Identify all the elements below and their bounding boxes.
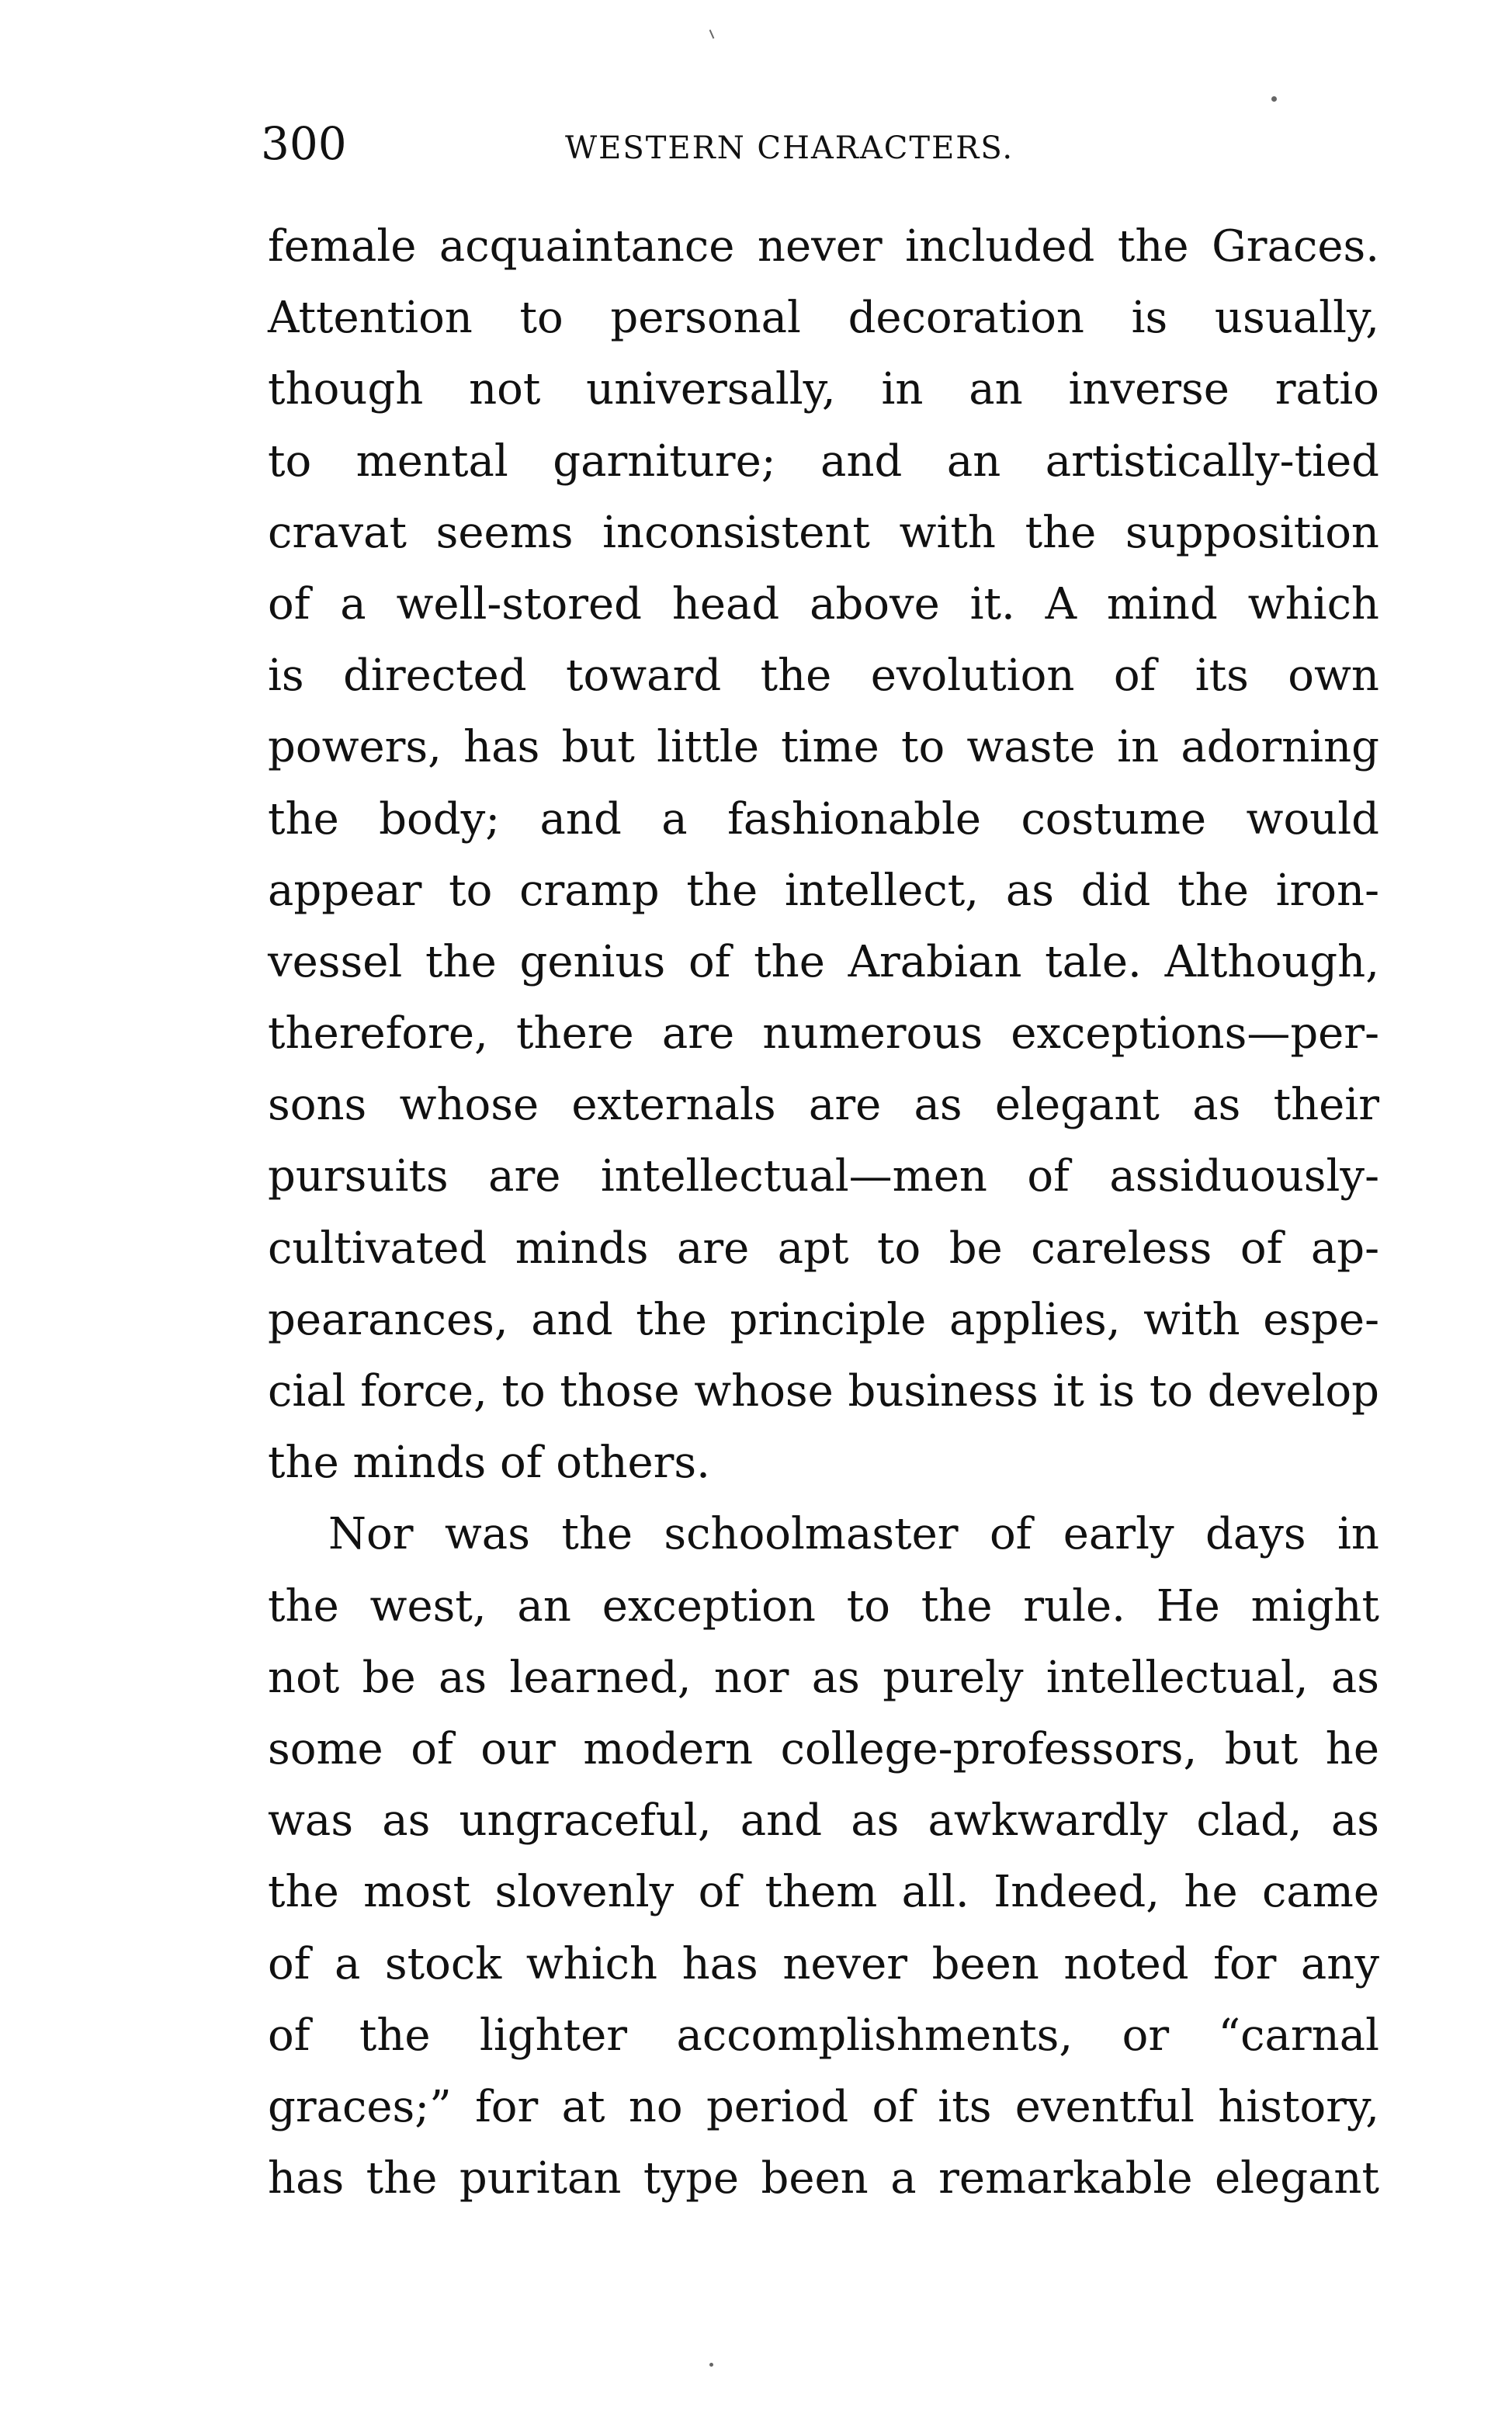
- text-line: though not universally, in an inverse ratio: [268, 364, 1379, 415]
- page-body: [268, 211, 1379, 2215]
- text-line: has the puritan type been a remarkable elegant: [268, 2153, 1379, 2204]
- text-line: the most slovenly of them all. Indeed, he came: [268, 1867, 1379, 1918]
- text-line: pearances, and the principle applies, with espe-: [268, 1294, 1379, 1345]
- text-line: cravat seems inconsistent with the supposition: [268, 507, 1379, 558]
- running-head: WESTERN CHARACTERS.: [565, 130, 1014, 166]
- text-line: graces;” for at no period of its eventful history,: [268, 2081, 1379, 2132]
- text-line: the minds of others.: [268, 1438, 710, 1489]
- scan-speck: [1271, 96, 1277, 102]
- text-line: therefore, there are numerous exceptions—per-: [268, 1008, 1379, 1060]
- text-line: sons whose externals are as elegant as their: [268, 1080, 1379, 1131]
- scan-speck: [709, 2363, 713, 2367]
- text-line: cial force, to those whose business it is to develop: [268, 1366, 1379, 1417]
- text-line: powers, has but little time to waste in adorning: [268, 722, 1379, 773]
- text-line: Attention to personal decoration is usually,: [268, 293, 1379, 344]
- text-line: not be as learned, nor as purely intellectual, as: [268, 1652, 1379, 1703]
- text-line: of the lighter accomplishments, or “carnal: [268, 2010, 1379, 2061]
- text-line: of a stock which has never been noted for any: [268, 1938, 1379, 1989]
- text-line: vessel the genius of the Arabian tale. Although,: [268, 936, 1379, 987]
- paragraph: [268, 1499, 1379, 2215]
- text-line: pursuits are intellectual—men of assiduously-: [268, 1151, 1379, 1202]
- text-line: appear to cramp the intellect, as did the iron-: [268, 865, 1379, 916]
- page-number: 300: [261, 117, 347, 170]
- scan-speck: [709, 29, 715, 39]
- text-line: the body; and a fashionable costume would: [268, 793, 1379, 845]
- text-line: of a well-stored head above it. A mind which: [268, 578, 1379, 630]
- paragraph: [268, 211, 1379, 1499]
- text-line: to mental garniture; and an artistically-tied: [268, 435, 1379, 487]
- text-line: Nor was the schoolmaster of early days in: [328, 1509, 1379, 1560]
- text-line: is directed toward the evolution of its own: [268, 650, 1379, 702]
- text-line: cultivated minds are apt to be careless of ap-: [268, 1223, 1379, 1274]
- page-header: [261, 116, 1394, 171]
- text-line: female acquaintance never included the Graces.: [268, 221, 1379, 272]
- text-line: was as ungraceful, and as awkwardly clad, as: [268, 1795, 1379, 1847]
- text-line: the west, an exception to the rule. He might: [268, 1580, 1379, 1632]
- text-line: some of our modern college-professors, but he: [268, 1723, 1379, 1774]
